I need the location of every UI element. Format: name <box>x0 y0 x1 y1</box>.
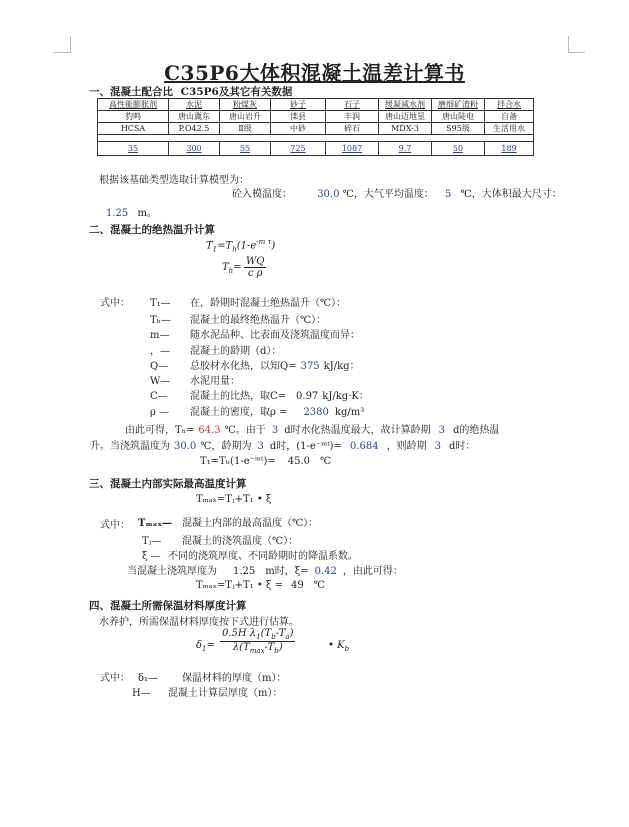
rise-text-d: ，则龄期 <box>386 441 427 452</box>
table-cell: 中砂 <box>271 123 326 135</box>
def-row <box>150 372 240 387</box>
def-row <box>150 403 364 418</box>
table-header: 石子 <box>326 99 379 111</box>
def-row <box>138 514 318 529</box>
table-header: 缓凝减水剂 <box>379 99 432 111</box>
table-value: 1087 <box>326 142 379 156</box>
thickness-value: 1.25 <box>233 566 256 577</box>
size-value: 1.25 <box>106 208 129 219</box>
def-text: 混凝土内部的最高温度（℃）： <box>182 518 319 529</box>
table-cell: Ⅱ级 <box>220 123 271 135</box>
th-text-c: d时水化热温度最大，故计算龄期 <box>284 425 431 436</box>
th-result-line <box>125 421 499 436</box>
def-text: 混凝土的龄期（d）： <box>190 346 282 357</box>
xi-value: 0.42 <box>314 566 337 577</box>
table-cell: S95级 <box>432 123 485 135</box>
table-cell: 碎石 <box>326 123 379 135</box>
q-value: 375 <box>300 361 320 372</box>
formula-delta-lhs: $\delta_1=$ <box>196 640 215 653</box>
rho-unit: kg/m³ <box>334 407 365 418</box>
table-header: 水泥 <box>169 99 220 111</box>
table-cell: 唐山陡电 <box>432 111 485 123</box>
thickness-text-c: ，由此可得： <box>342 566 403 577</box>
mold-temp-value: 30.0 <box>317 189 340 200</box>
def-text: 保温材料的厚度（m）： <box>182 673 287 684</box>
table-header: 拌合水 <box>485 99 534 111</box>
formula-th-lhs: $T_h=$ <box>222 262 242 275</box>
def-row <box>150 294 346 309</box>
table-cell: P.O42.5 <box>169 123 220 135</box>
th-text-b: ℃。由于 <box>224 425 266 436</box>
document-title: C35P6大体积混凝土温差计算书 <box>164 61 465 85</box>
def-row <box>132 684 282 699</box>
def-row <box>150 387 369 402</box>
mold-temp-line <box>232 185 562 200</box>
s4-formula-label: 式中： <box>100 673 130 684</box>
table-value: 50 <box>432 142 485 156</box>
def-text: 水泥用量： <box>190 376 240 387</box>
thickness-line <box>127 562 403 577</box>
age-value: 3 <box>257 441 264 452</box>
rise-text-e: d时： <box>448 441 476 452</box>
def-symbol: ρ — <box>150 407 170 418</box>
def-symbol: Tₘₐₓ— <box>138 518 173 529</box>
section-4-heading: 四、混凝土所需保温材料厚度计算 <box>89 600 247 612</box>
section-1-heading-extra: C35P6及其它有关数据 <box>180 86 293 98</box>
table-cell: 自备 <box>485 111 534 123</box>
s3-formula-label: 式中： <box>100 520 130 531</box>
tmax-result-value: 49 <box>290 580 304 591</box>
pour-temp-value: 30.0 <box>174 441 197 452</box>
s2-formula-label: 式中： <box>100 298 130 309</box>
table-header: 粉煤灰 <box>220 99 271 111</box>
th-text-a: 由此可得，Tₕ= <box>125 425 195 436</box>
model-text: 根据该基础类型选取计算模型为： <box>99 175 249 186</box>
table-cell: 唐山迈地星 <box>379 111 432 123</box>
def-symbol: T₁— <box>150 298 171 309</box>
c-value: 0.97 <box>296 391 319 402</box>
def-symbol: m— <box>150 330 170 341</box>
def-text: 随水泥品种、比表面及浇筑温度而异： <box>190 330 360 341</box>
table-header: 高性能膨胀剂 <box>98 99 169 111</box>
table-header: 砂子 <box>271 99 326 111</box>
age-value: 3 <box>434 441 441 452</box>
corner-mark-top-left <box>54 36 71 53</box>
rho-value: 2380 <box>303 407 329 418</box>
t1-result-value: 45.0 <box>287 456 311 467</box>
def-text: 混凝土计算层厚度（m）： <box>168 688 283 699</box>
def-symbol: ，— <box>150 346 170 357</box>
table-cell: 生活用水 <box>485 123 534 135</box>
c-unit: kJ/kg·K： <box>322 391 369 402</box>
table-cell: 滦县 <box>271 111 326 123</box>
section-2-heading: 二、混凝土的绝热温升计算 <box>89 224 215 236</box>
t1-result-line <box>200 456 331 467</box>
rise-text-b: ℃，龄期为 <box>200 441 252 452</box>
section-1-heading <box>89 84 292 99</box>
section-4-intro: 水养护，所需保温材料厚度按下式进行估算。 <box>99 617 299 628</box>
th-value: 64.3 <box>198 425 221 436</box>
def-symbol: W— <box>150 376 171 387</box>
age-value: 3 <box>271 425 279 436</box>
def-row <box>150 357 360 372</box>
mix-ratio-table <box>97 98 534 156</box>
section-3-heading: 三、混凝土内部实际最高温度计算 <box>89 478 247 490</box>
table-value: 9.7 <box>379 142 432 156</box>
mold-temp-label: 砼入模温度： <box>232 189 292 200</box>
def-symbol: H— <box>132 688 151 699</box>
def-symbol: δ₁— <box>138 673 159 684</box>
t1-result-lhs: T₁=Tₕ(1-e⁻ᵐᵗ)= <box>200 456 276 467</box>
table-value: 55 <box>220 142 271 156</box>
table-value: 35 <box>98 142 169 156</box>
def-row <box>150 311 326 326</box>
formula-tmax: Tₘₐₓ=Tⱼ+T₁ • ξ <box>196 494 272 505</box>
def-text: 混凝土的浇筑温度（℃）： <box>182 536 299 547</box>
def-text: 不同的浇筑厚度、不同龄期时的降温系数。 <box>168 551 358 562</box>
size-label: ℃，大体积最大尺寸： <box>460 189 562 200</box>
rise-text-a: 升。当浇筑温度为 <box>90 441 170 452</box>
tmax-result-line <box>196 580 325 591</box>
def-text: 混凝土的密度，取ρ = <box>190 407 288 418</box>
corner-mark-top-right <box>568 36 585 53</box>
table-value: 189 <box>485 142 534 156</box>
def-symbol: C— <box>150 391 168 402</box>
table-value: 300 <box>169 142 220 156</box>
def-row <box>150 342 281 357</box>
air-temp-label: ℃，大气平均温度： <box>342 189 434 200</box>
def-symbol: Tⱼ— <box>142 536 162 547</box>
formula-th-fraction: $\frac{WQ}{\text{c ρ}}$ <box>246 256 265 279</box>
def-symbol: Tₕ— <box>150 315 171 326</box>
formula-adiabatic: $T_1=T_h(1-e^{-m \tau})$ <box>206 238 276 254</box>
thickness-text-a: 当混凝土浇筑厚度为 <box>127 566 217 577</box>
def-row <box>138 669 286 684</box>
def-symbol: ξ — <box>142 551 161 562</box>
table-cell: 豹鸣 <box>98 111 169 123</box>
table-cell: 丰润 <box>326 111 379 123</box>
t1-result-unit: ℃ <box>320 456 332 467</box>
tmax-result-lhs: Tₘₐₓ=Tⱼ+T₁ • ξ = <box>196 580 283 591</box>
def-text: 混凝土的最终绝热温升（℃）： <box>190 315 327 326</box>
table-cell: MDX-3 <box>379 123 432 135</box>
formula-delta-kb: • $K_b$ <box>328 640 350 653</box>
size-line <box>106 204 157 219</box>
def-row <box>150 326 360 341</box>
table-value: 725 <box>271 142 326 156</box>
table-cell: HCSA <box>98 123 169 135</box>
rise-line <box>90 437 475 452</box>
table-cell: 唐山岩升 <box>220 111 271 123</box>
table-cell: 唐山冀东 <box>169 111 220 123</box>
rise-text-c: d时，(1-e⁻ᵐᵗ)= <box>269 441 342 452</box>
def-row <box>142 547 358 562</box>
def-text: 混凝土的比热，取C= <box>190 391 287 402</box>
def-text: 总胶材水化热，以知Q= <box>190 361 297 372</box>
def-symbol: Q— <box>150 361 169 372</box>
size-unit: m。 <box>137 208 157 219</box>
tmax-result-unit: ℃ <box>313 580 325 591</box>
formula-delta-fraction: 0.5H $\lambda_1(T_b-T_a)$ $\lambda(T_{max}-T_b)$ <box>222 628 294 655</box>
age-value: 3 <box>438 425 445 436</box>
table-header: 磨细矿渣粉 <box>432 99 485 111</box>
exp-value: 0.684 <box>349 441 379 452</box>
air-temp-value: 5 <box>445 189 452 200</box>
section-1-heading-text: 一、混凝土配合比 <box>89 86 173 98</box>
def-row <box>142 532 298 547</box>
th-text-d: d的绝热温 <box>452 425 500 436</box>
def-text: 在，龄期时混凝土绝热温升（℃）： <box>190 298 347 309</box>
thickness-text-b: m时，ξ= <box>265 566 309 577</box>
q-unit: kJ/kg： <box>323 361 360 372</box>
